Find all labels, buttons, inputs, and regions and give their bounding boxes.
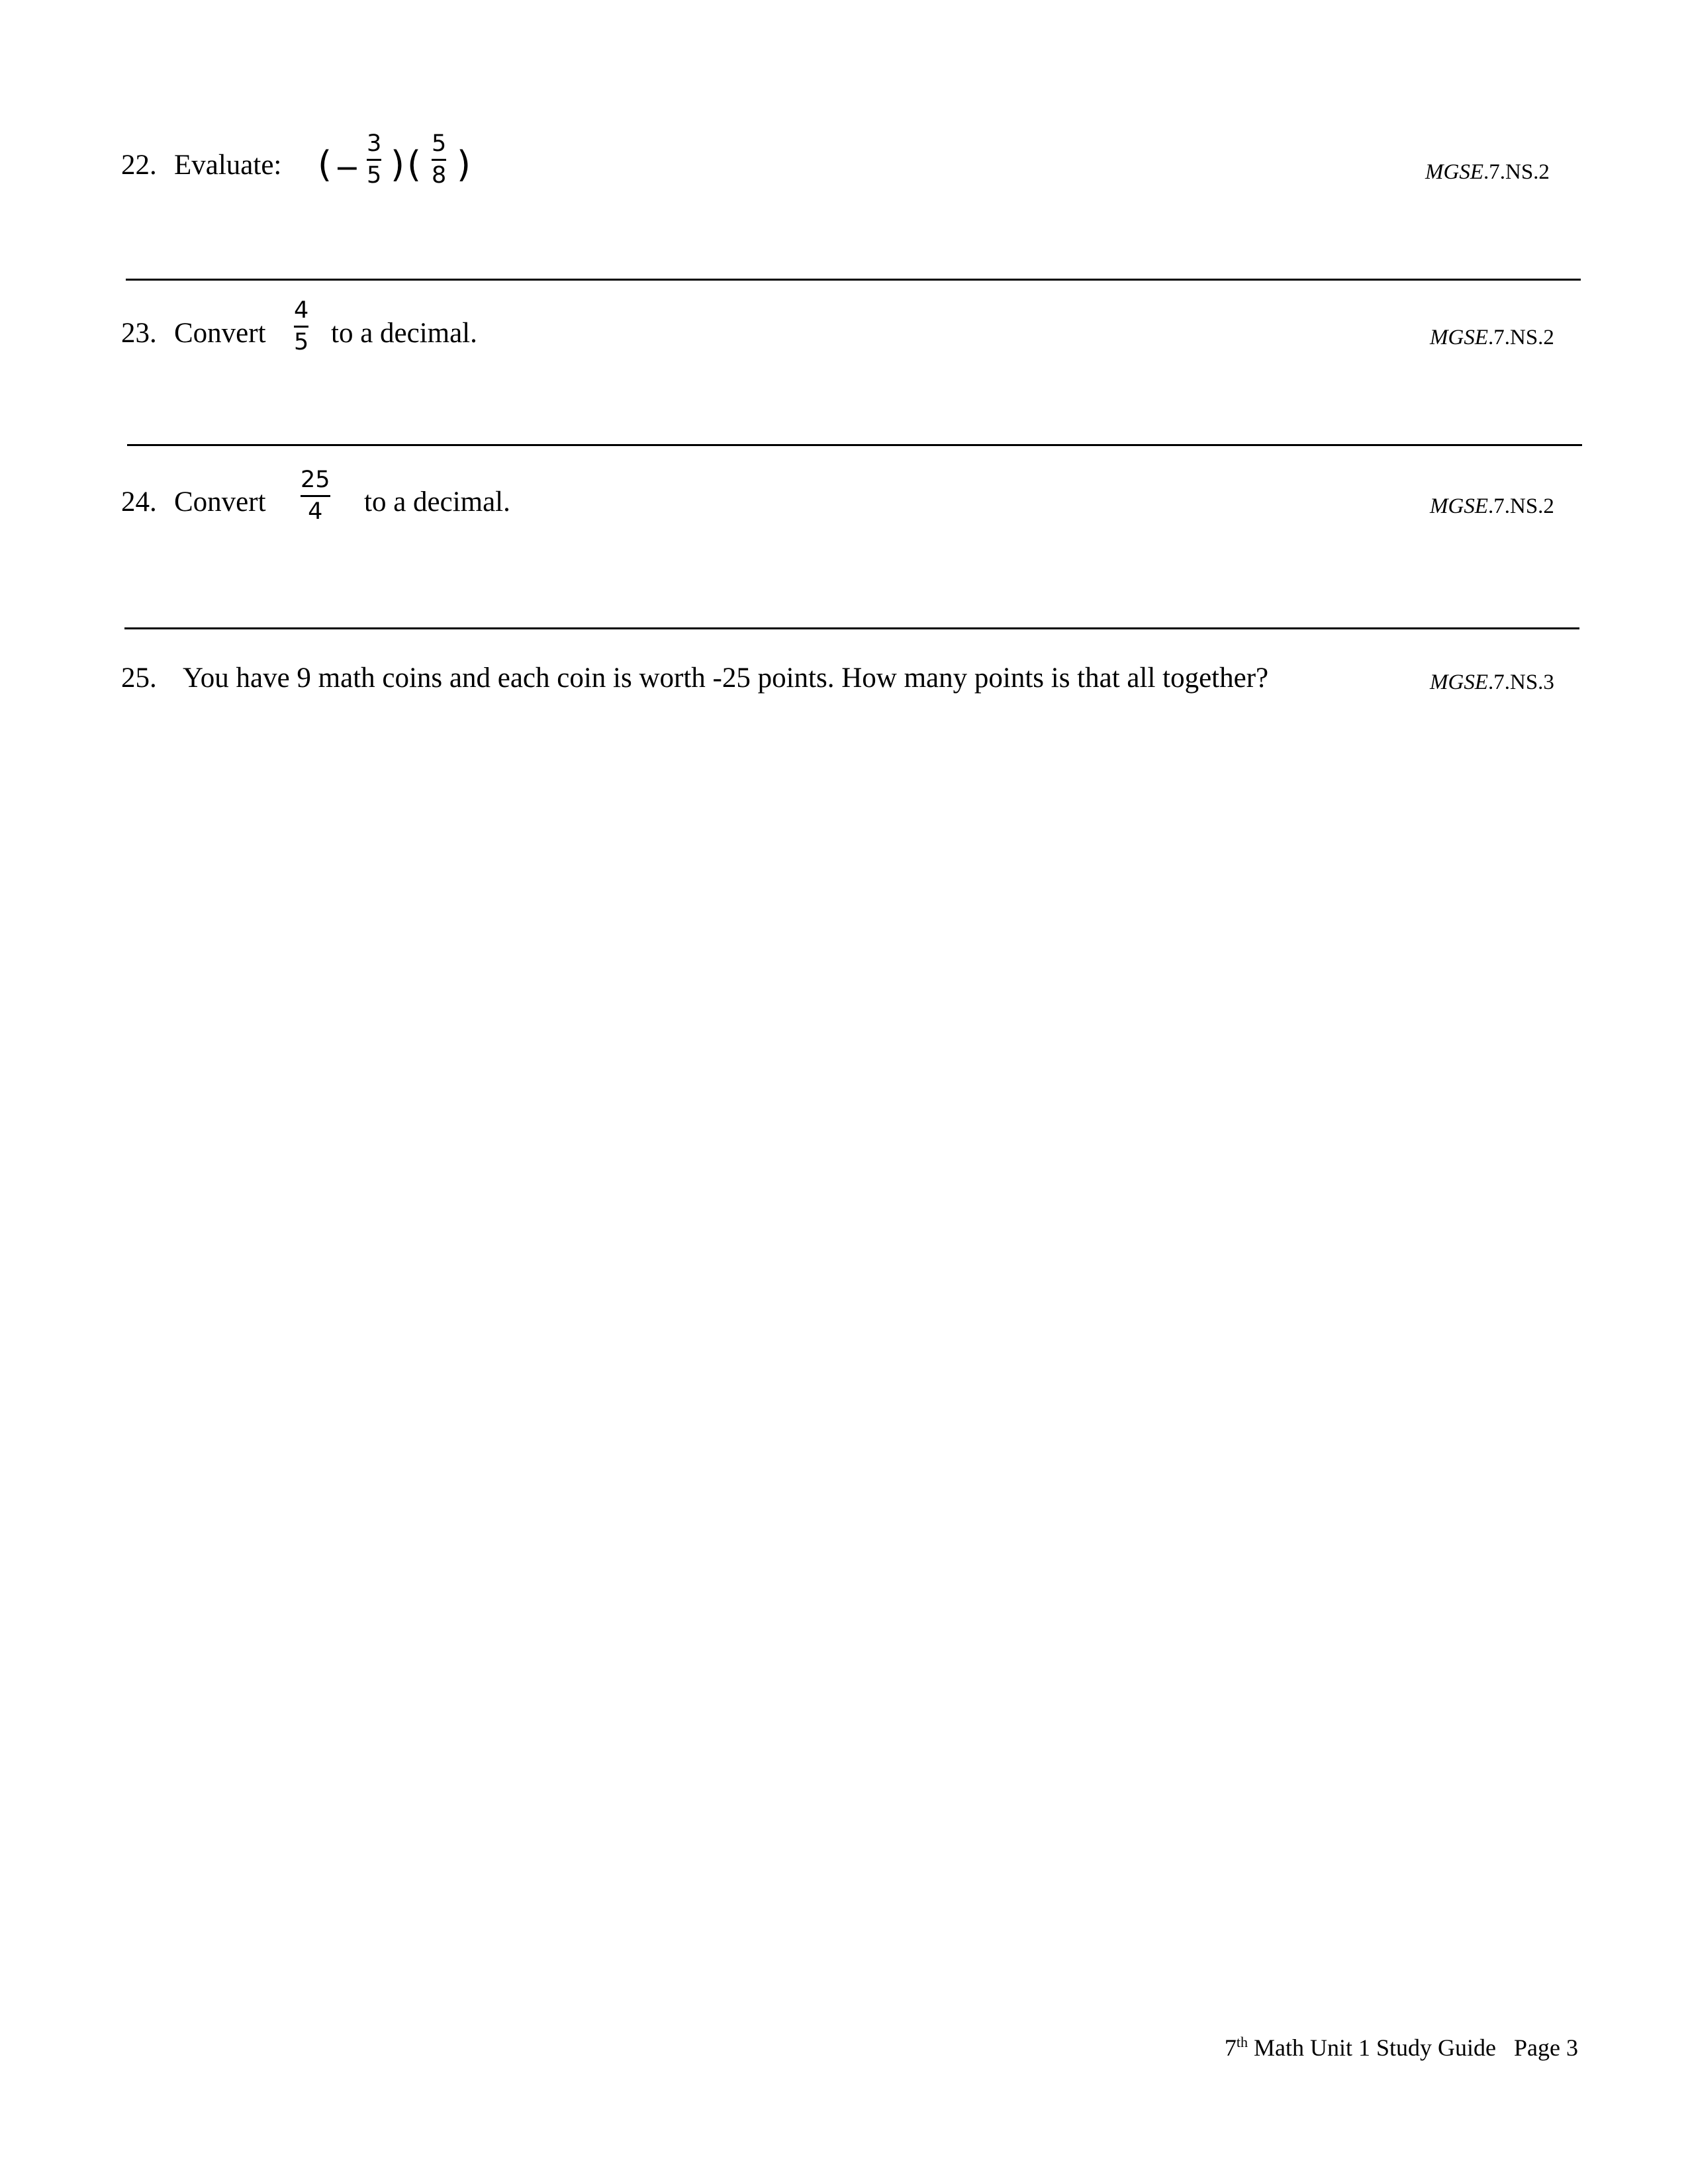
fraction-three-fifths [367,132,381,187]
fraction-bar [294,326,308,328]
numerator: 3 [367,130,382,157]
footer-grade-suffix: th [1236,2034,1248,2050]
question-23 [121,319,266,347]
question-number: 24. [121,486,157,518]
standard-code [1430,326,1554,350]
standard-suffix: .7.NS.3 [1487,670,1554,694]
standard-code [1425,160,1550,185]
question-number: 25. [121,662,157,694]
question-tail: to a decimal. [331,318,477,349]
question-prompt: You have 9 math coins and each coin is worth -25 points. How many points is that all together? [183,662,1269,694]
question-prompt: Convert [174,318,266,349]
standard-suffix: .7.NS.2 [1487,326,1554,349]
numerator: 5 [432,130,447,157]
open-paren: ( [407,144,422,185]
question-prompt: Evaluate: [174,150,282,181]
question-24 [121,488,266,516]
denominator: 4 [308,498,323,525]
standard-prefix: MGSE [1430,670,1488,694]
fraction-bar [367,159,381,161]
close-paren: ) [391,144,405,185]
question-22 [121,151,281,179]
numerator: 25 [301,467,330,493]
close-paren: ) [457,144,471,185]
divider-line [124,627,1579,629]
denominator: 5 [367,162,382,189]
page-number: Page 3 [1514,2034,1578,2061]
standard-suffix: .7.NS.2 [1487,494,1554,518]
question-number: 22. [121,150,157,181]
fraction-four-fifths [294,299,308,354]
fraction-five-eighths [432,132,446,187]
question-tail: to a decimal. [364,486,510,518]
question-25 [121,664,1268,692]
standard-prefix: MGSE [1425,160,1483,184]
question-number: 23. [121,318,157,349]
footer-title: Math Unit 1 Study Guide [1248,2034,1497,2061]
divider-line [126,279,1581,281]
page-footer [1225,2034,1578,2062]
standard-suffix: .7.NS.2 [1483,160,1550,184]
standard-code [1430,670,1554,695]
fraction-twentyfive-fourths [301,469,330,523]
denominator: 5 [294,329,309,355]
question-prompt: Convert [174,486,266,518]
fraction-bar [432,159,446,161]
standard-prefix: MGSE [1430,494,1488,518]
divider-line [127,444,1582,446]
footer-grade: 7 [1224,2034,1237,2061]
denominator: 8 [432,162,447,189]
open-paren: ( [318,144,332,185]
standard-prefix: MGSE [1430,326,1488,349]
minus-sign: − [334,150,360,185]
numerator: 4 [294,297,309,324]
fraction-bar [301,495,330,497]
standard-code [1430,494,1554,519]
